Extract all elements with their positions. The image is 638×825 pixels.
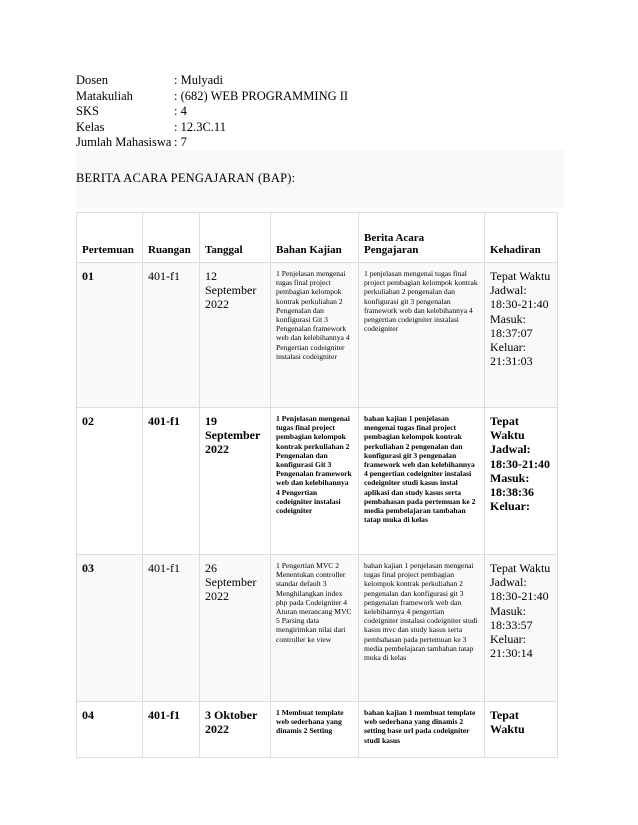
- info-row-jumlah-mahasiswa: [76, 135, 348, 151]
- table-row: [77, 408, 558, 555]
- course-info: [76, 73, 348, 151]
- table-row: [77, 702, 558, 758]
- cell-pertemuan: 03: [77, 555, 143, 702]
- info-label: Jumlah Mahasiswa: [76, 135, 172, 150]
- cell-bahan-kajian: 1 Penjelasan mengenai tugas final project pembagian kelompok kontrak perkuliahan 2 Pengenalan dan konfigurasi Git 3 Pengenalan framework web dan kelebihannya 4 Pengertian codeigniter instalasi codeigniter: [271, 263, 359, 408]
- cell-pertemuan: 04: [77, 702, 143, 758]
- info-label: SKS: [76, 104, 99, 119]
- cell-ruangan: 401-f1: [143, 702, 200, 758]
- table-row: [77, 555, 558, 702]
- info-value: : Mulyadi: [174, 73, 223, 87]
- cell-tanggal: 12 September 2022: [200, 263, 271, 408]
- cell-bahan-kajian: 1 Pengertian MVC 2 Menentukan controller standar default 3 Menghilangkan index php pada Codeigniter 4 Aturan merancang MVC 5 Parsing data mengirimkan nilai dari controller ke view: [271, 555, 359, 702]
- cell-pertemuan: 01: [77, 263, 143, 408]
- cell-tanggal: 26 September 2022: [200, 555, 271, 702]
- info-label: Matakuliah: [76, 88, 133, 103]
- header-berita-acara: Berita Acara Pengajaran: [359, 213, 485, 263]
- cell-ruangan: 401-f1: [143, 408, 200, 555]
- cell-berita-acara: bahan kajian 1 penjelasan mengenai tugas final project pembagian kelompok kontrak perkuliahan 2 pengenalan dan konfigurasi git 3 pengenalan framework web dan kelebihannya 4 pengertian codeigniter instalasi codeigniter studi kasus instal aplikasi dan study kasus serta pembahasan pada pertemuan ke 2 media pembelajaran tambahan tatap muka di kelas: [359, 408, 485, 555]
- table-header-row: [77, 213, 558, 263]
- cell-kehadiran: Tepat Waktu: [485, 702, 558, 758]
- info-label: Kelas: [76, 119, 105, 134]
- cell-bahan-kajian: 1 Membuat template web sederhana yang dinamis 2 Setting: [271, 702, 359, 758]
- info-value: : (682) WEB PROGRAMMING II: [174, 88, 349, 103]
- header-bahan-kajian: Bahan Kajian: [271, 213, 359, 263]
- info-value: : 4: [174, 104, 187, 119]
- info-row-matakuliah: [76, 89, 348, 105]
- info-row-sks: [76, 104, 348, 120]
- header-pertemuan: Pertemuan: [77, 213, 143, 263]
- header-tanggal: Tanggal: [200, 213, 271, 263]
- table-row: [77, 263, 558, 408]
- cell-ruangan: 401-f1: [143, 555, 200, 702]
- cell-berita-acara: 1 penjelasan mengenai tugas final project pembagian kelompok kontrak perkuliahan 2 pengenalan dan konfigurasi git 3 pengenalan framework web dan kelebihannya 4 pengertian codeigniter instalasi codeigniter: [359, 263, 485, 408]
- cell-bahan-kajian: 1 Penjelasan mengenai tugas final project pembagian kelompok kontrak perkuliahan 2 Pengenalan dan konfigurasi Git 3 Pengenalan framework web dan kelebihannya 4 Pengertian codeigniter instalasi codeigniter: [271, 408, 359, 555]
- cell-kehadiran: Tepat Waktu Jadwal: 18:30-21:40 Masuk: 18:38:36 Keluar:: [485, 408, 558, 555]
- cell-tanggal: 3 Oktober 2022: [200, 702, 271, 758]
- section-heading: BERITA ACARA PENGAJARAN (BAP):: [76, 171, 296, 185]
- cell-tanggal: 19 September 2022: [200, 408, 271, 555]
- info-label: Dosen: [76, 73, 108, 87]
- info-row-dosen: [76, 73, 348, 89]
- info-value: : 12.3C.11: [174, 119, 226, 134]
- cell-ruangan: 401-f1: [143, 263, 200, 408]
- info-value: : 7: [174, 135, 187, 150]
- cell-kehadiran: Tepat Waktu Jadwal: 18:30-21:40 Masuk: 18:37:07 Keluar: 21:31:03: [485, 263, 558, 408]
- cell-berita-acara: bahan kajian 1 membuat template web sederhana yang dinamis 2 setting base url pada codeigniter studi kasus: [359, 702, 485, 758]
- bap-table: [76, 212, 558, 758]
- cell-pertemuan: 02: [77, 408, 143, 555]
- cell-berita-acara: bahan kajian 1 penjelasan mengenai tugas final project pembagian kelompok kontrak perkuliahan 2 pengenalan dan konfigurasi git 3 pengenalan framework web dan kelebihannya 4 pengertian codeigniter instalasi codeigniter studi kasus mvc dan study kasus serta pembahasan pada pertemuan ke 3 media pembelajaran tambahan tatap muka di kelas: [359, 555, 485, 702]
- header-ruangan: Ruangan: [143, 213, 200, 263]
- cell-kehadiran: Tepat Waktu Jadwal: 18:30-21:40 Masuk: 18:33:57 Keluar: 21:30:14: [485, 555, 558, 702]
- info-row-kelas: [76, 120, 348, 136]
- header-kehadiran: Kehadiran: [485, 213, 558, 263]
